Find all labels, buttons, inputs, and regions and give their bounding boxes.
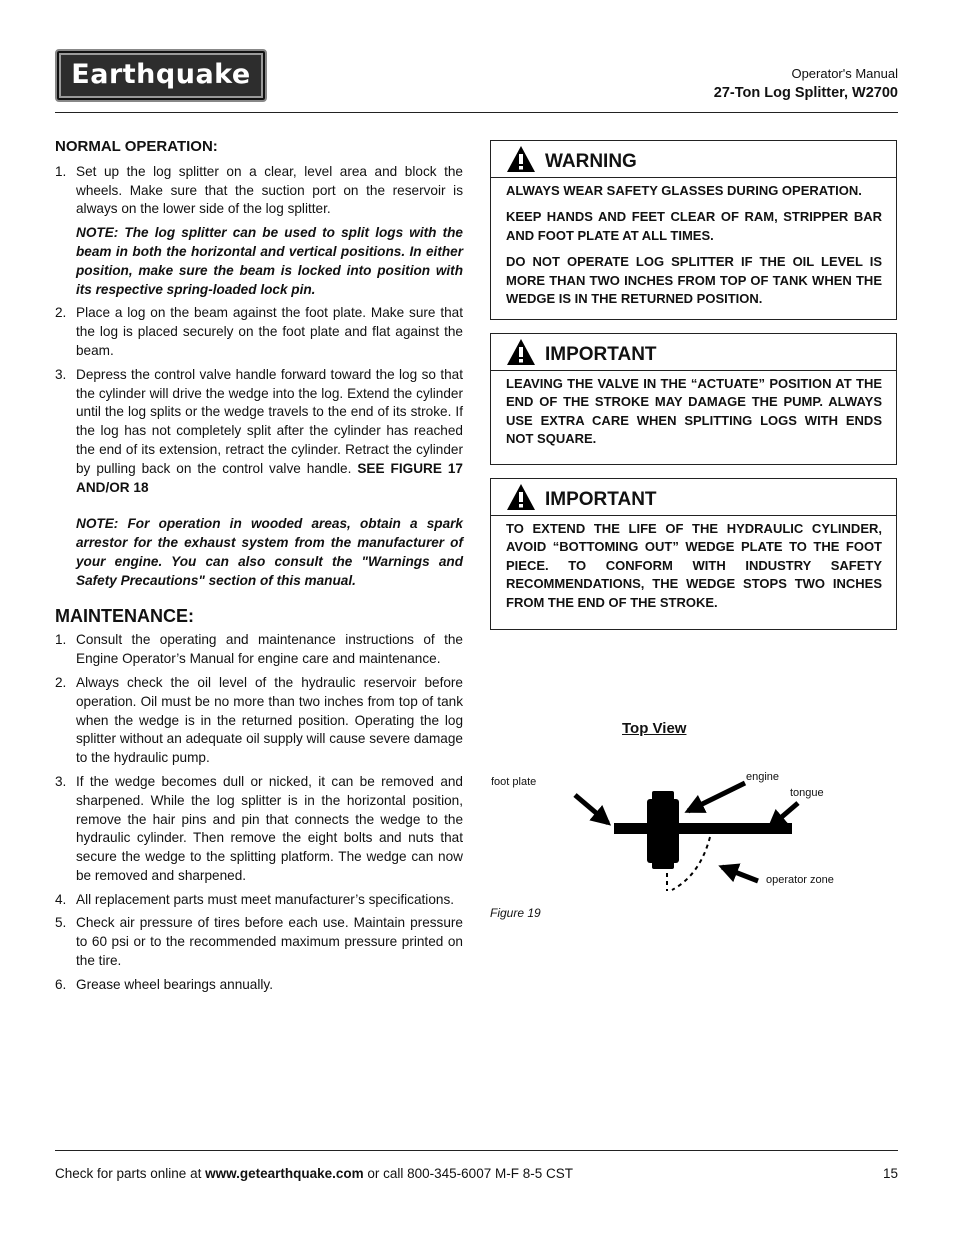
important-body — [491, 516, 896, 630]
list-item-text: Set up the log splitter on a clear, level area and block the wheels. Make sure that the suction port on the reservoir is always on the lower side of the log splitter. — [76, 163, 463, 217]
figure-reference: SEE FIGURE 17 AND/OR 18 — [76, 460, 463, 495]
warning-text: DO NOT OPERATE LOG SPLITTER IF THE OIL LEVEL IS MORE THAN TWO INCHES FROM TOP OF TANK WHEN THE WEDGE IS IN THE RETURNED POSITION. — [506, 254, 882, 307]
important-title: IMPORTANT — [545, 489, 657, 510]
list-item-text: All replacement parts must meet manufacturer’s specifications. — [76, 891, 455, 907]
foot-plate-arrow — [575, 795, 608, 823]
important-text: LEAVING THE VALVE IN THE “ACTUATE” POSITION AT THE END OF THE STROKE MAY DAMAGE THE PUMP. ALWAYS USE EXTRA CARE WHEN SPLITTING LOGS WITH ENDS NOT SQUARE. — [506, 376, 882, 447]
engine-block — [647, 799, 679, 863]
earthquake-logo — [55, 49, 267, 102]
list-item: 2. Place a log on the beam against the foot plate. Make sure that the log is placed securely on the foot plate and flat against the beam. — [55, 305, 463, 358]
label-tongue: tongue — [790, 787, 824, 799]
important-body — [491, 371, 896, 467]
important-box-header — [491, 479, 896, 516]
manual-title: 27-Ton Log Splitter, W2700 — [713, 85, 898, 101]
list-item-text: Consult the operating and maintenance instructions of the Engine Operator’s Manual for engine care and maintenance. — [76, 632, 463, 667]
list-item: 5. Check air pressure of tires before each use. Maintain pressure to 60 psi or to the recommended maximum pressure printed on the tire. — [55, 915, 463, 969]
splitter-beam — [614, 823, 792, 834]
operator-zone-arrow — [722, 867, 758, 881]
list-item-text: Depress the control valve handle forward toward the log so that the cylinder will drive the wedge into the log. Extend the cylinder until the log splits or the wedge travels to the end of its stroke. If the log has not completely split after the cylinder has reached the end of its extension, retract the cylinder. Retract the cylinder by pulling back on the control valve handle. — [76, 366, 463, 476]
warning-text: KEEP HANDS AND FEET CLEAR OF RAM, STRIPPER BAR AND FOOT PLATE AT ALL TIMES. — [506, 209, 882, 243]
footer-prefix: Check for parts online at — [55, 1166, 206, 1181]
label-foot-plate: foot plate — [491, 776, 537, 788]
list-item-text: Check air pressure of tires before each use. Maintain pressure to 60 psi or to the recommended maximum pressure printed on the tire. — [76, 915, 463, 969]
note-spark-arrestor: NOTE: For operation in wooded areas, obtain a spark arrestor for the exhaust system from the manufacturer of your engine. You can also consult the "Warnings and Safety Precautions" section of this manual. — [76, 516, 463, 588]
warning-body — [491, 178, 896, 326]
header-divider — [55, 112, 898, 113]
list-item: 4. All replacement parts must meet manufacturer’s specifications. — [55, 891, 455, 907]
list-item: 1. Consult the operating and maintenance instructions of the Engine Operator’s Manual for engine care and maintenance. — [55, 632, 463, 667]
figure-caption: Figure 19 — [490, 906, 541, 920]
note-beam-position: NOTE: The log splitter can be used to split logs with the beam in both the horizontal and vertical positions. In either position, make sure the beam is locked into position with its respective spring-loaded lock pin. — [76, 225, 463, 297]
warning-triangle-icon — [506, 338, 536, 366]
page-footer — [55, 1166, 573, 1181]
list-item-text: Grease wheel bearings annually. — [76, 976, 273, 992]
list-item: 6. Grease wheel bearings annually. — [55, 976, 273, 992]
maintenance-list — [55, 631, 463, 994]
warning-triangle-icon — [506, 483, 536, 511]
footer-suffix: or call 800-345-6007 M-F 8-5 CST — [363, 1166, 573, 1181]
warning-title: WARNING — [545, 151, 637, 172]
page-number: 15 — [882, 1166, 898, 1181]
logo-text: Earthquake — [71, 59, 251, 90]
warning-box — [490, 140, 897, 320]
important-box-valve — [490, 333, 897, 465]
engine-bottom — [652, 861, 674, 869]
maintenance-heading: MAINTENANCE: — [55, 605, 194, 626]
important-text: TO EXTEND THE LIFE OF THE HYDRAULIC CYLINDER, AVOID “BOTTOMING OUT” WEDGE PLATE TO THE FOOT PIECE. TO CONFORM WITH INDUSTRY SAFETY RECOMMENDATIONS, THE WEDGE STOPS TWO INCHES FROM THE END OF THE STROKE. — [506, 521, 882, 610]
label-operator-zone: operator zone — [766, 874, 834, 886]
footer-divider — [55, 1150, 898, 1151]
normal-operation-list — [55, 163, 463, 591]
left-column — [55, 138, 463, 1000]
list-item-text: If the wedge becomes dull or nicked, it can be removed and sharpened. While the log splitter is in the horizontal position, remove the hair pins and pin that connects the wedge to the hydraulic cylinder. Then remove the eight bolts and nuts that secure the wedge to the splitting platform. The wedge can now be removed and sharpened. — [76, 773, 463, 883]
warning-triangle-icon — [506, 145, 536, 173]
normal-operation-heading: NORMAL OPERATION: — [55, 138, 218, 155]
page-header — [714, 66, 898, 101]
footer-url-link[interactable]: www.getearthquake.com — [205, 1166, 364, 1181]
list-item: 3. If the wedge becomes dull or nicked, it can be removed and sharpened. While the log splitter is in the horizontal position, remove the hair pins and pin that connects the wedge to the hydraulic cylinder. Then remove the eight bolts and nuts that secure the wedge to the splitting platform. The wedge can now be removed and sharpened. — [55, 773, 463, 883]
list-item-text: Always check the oil level of the hydraulic reservoir before operation. Oil must be no more than two inches from top of tank when the wedge is in the returned position. Operating the log splitter without an adequate oil supply will cause severe damage to the hydraulic pump. — [76, 674, 463, 766]
label-engine: engine — [746, 771, 780, 783]
important-box-header — [491, 334, 896, 371]
list-item-text: Place a log on the beam against the foot plate. Make sure that the log is placed securely on the foot plate and flat against the beam. — [76, 305, 463, 358]
warning-text: ALWAYS WEAR SAFETY GLASSES DURING OPERATION. — [506, 183, 862, 198]
manual-subtitle: Operator's Manual — [791, 66, 898, 81]
list-item: 3. Depress the control valve handle forward toward the log so that the cylinder will drive the wedge into the log. Extend the cylinder until the log splits or the wedge travels to the end of its stroke. If the log has not completely split after the cylinder has reached the end of its extension, retract the cylinder. Retract the cylinder by pulling back on the control valve handle. SEE FIGURE 17 AND/OR 18 NOTE: For operation in wooded areas, obtain a spark arrestor for the exhaust system from the manufacturer of your engine. You can also consult the "Warnings and Safety Precautions" section of this manual. — [55, 366, 463, 591]
warning-box-header — [491, 141, 896, 178]
engine-top — [652, 791, 674, 801]
list-item: 1. Set up the log splitter on a clear, level area and block the wheels. Make sure that the suction port on the reservoir is always on the lower side of the log splitter. NOTE: The log splitter can be used to split logs with the beam in both the horizontal and vertical positions. In either position, make sure the beam is locked into position with its respective spring-loaded lock pin. — [55, 163, 463, 300]
engine-arrow — [688, 783, 745, 811]
list-item: 2. Always check the oil level of the hydraulic reservoir before operation. Oil must be no more than two inches from top of tank when the wedge is in the returned position. Operating the log splitter without an adequate oil supply will cause severe damage to the hydraulic pump. — [55, 674, 463, 766]
important-title: IMPORTANT — [545, 344, 657, 365]
figure-title: Top View — [622, 720, 687, 737]
important-box-cylinder — [490, 478, 897, 630]
